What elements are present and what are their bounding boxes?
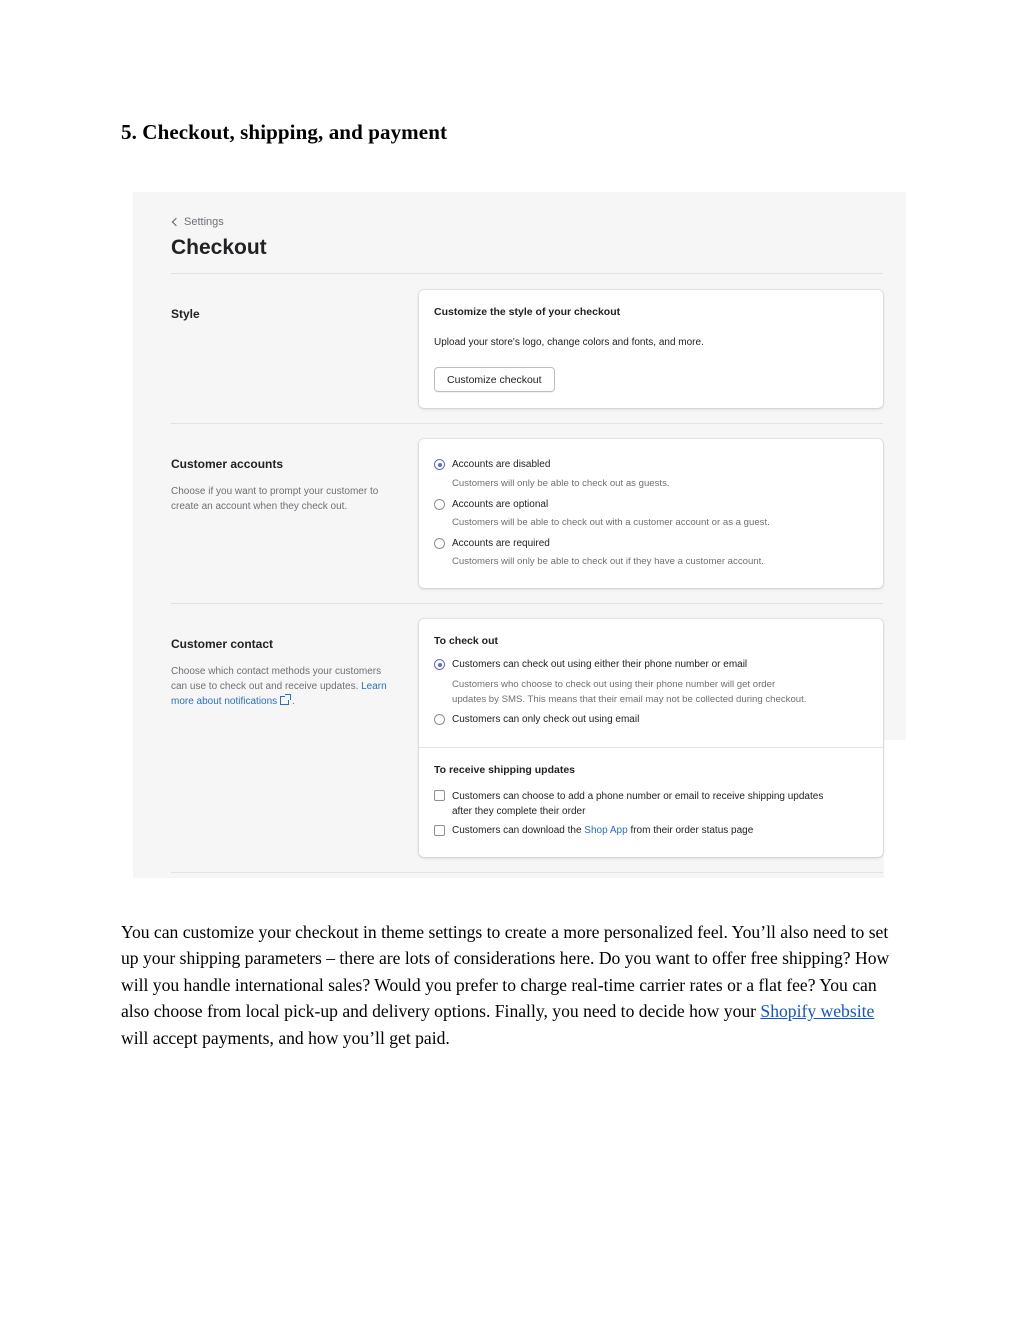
breadcrumb[interactable] bbox=[171, 216, 224, 228]
checkbox-label bbox=[452, 825, 753, 836]
radio-accounts-disabled[interactable] bbox=[434, 459, 550, 470]
section-title-customer-contact: Customer contact bbox=[171, 637, 274, 651]
divider bbox=[171, 603, 883, 604]
checkbox-icon[interactable] bbox=[434, 790, 445, 801]
section-description bbox=[171, 664, 396, 709]
radio-unselected-icon[interactable] bbox=[434, 499, 445, 510]
help-text: Customers will only be able to check out as guests. bbox=[452, 478, 670, 489]
radio-label: Customers can check out using either their phone number or email bbox=[452, 659, 748, 670]
label-text: from their order status page bbox=[627, 825, 754, 836]
shopify-website-link[interactable]: Shopify website bbox=[760, 1001, 875, 1022]
radio-label: Accounts are required bbox=[452, 538, 550, 549]
document-heading: 5. Checkout, shipping, and payment bbox=[121, 120, 448, 144]
radio-accounts-optional[interactable] bbox=[434, 499, 548, 510]
section-description: Choose if you want to prompt your customer to create an account when they check out. bbox=[171, 486, 379, 512]
radio-phone-or-email[interactable] bbox=[434, 659, 747, 670]
paragraph-text: will accept payments, and how you’ll get paid. bbox=[121, 1027, 450, 1048]
style-card bbox=[419, 290, 883, 408]
external-link-icon bbox=[280, 696, 289, 705]
breadcrumb-settings-link[interactable]: Settings bbox=[184, 216, 224, 228]
radio-selected-icon[interactable] bbox=[434, 659, 445, 670]
radio-label: Accounts are disabled bbox=[452, 459, 551, 470]
label-text: Customers can download the bbox=[452, 825, 585, 836]
help-text bbox=[452, 677, 877, 707]
link-text[interactable]: Learn more about notifications bbox=[171, 681, 387, 707]
paragraph-text: You can customize your checkout in theme settings to create a more personalized feel. You’ll also need to set up your shipping parameters – there are lots of considerations here. Do you want to offer free shipping? How will you handle international sales? Would you prefer to charge real-time carrier rates or a flat fee? You can also choose from local pick-up and delivery options. Finally, you need to decide how your bbox=[121, 922, 890, 1022]
checkbox-label bbox=[452, 789, 823, 819]
section-title-style: Style bbox=[171, 307, 200, 321]
radio-unselected-icon[interactable] bbox=[434, 714, 445, 725]
shop-app-link[interactable]: Shop App bbox=[584, 825, 628, 836]
page-title: Checkout bbox=[171, 236, 267, 259]
help-text: Customers will only be able to check out if they have a customer account. bbox=[452, 556, 764, 567]
radio-unselected-icon[interactable] bbox=[434, 538, 445, 549]
checkbox-label-line: after they complete their order bbox=[452, 806, 586, 817]
radio-accounts-required[interactable] bbox=[434, 538, 550, 549]
help-line: updates by SMS. This means that their email may not be collected during checkout. bbox=[452, 694, 807, 705]
checkbox-shipping-updates[interactable] bbox=[434, 789, 823, 819]
divider bbox=[171, 273, 883, 274]
card-text: Upload your store's logo, change colors and fonts, and more. bbox=[434, 337, 704, 348]
help-line: Customers who choose to check out using their phone number will get order bbox=[452, 679, 776, 690]
checkbox-icon[interactable] bbox=[434, 825, 445, 836]
radio-selected-icon[interactable] bbox=[434, 459, 445, 470]
radio-label: Customers can only check out using email bbox=[452, 714, 640, 725]
help-text: Customers will be able to check out with a customer account or as a guest. bbox=[452, 517, 770, 528]
chevron-left-icon bbox=[172, 218, 180, 226]
checkbox-label-line: Customers can choose to add a phone number or email to receive shipping updates bbox=[452, 791, 824, 802]
customer-accounts-card bbox=[419, 439, 883, 588]
customize-checkout-button[interactable]: Customize checkout bbox=[434, 367, 555, 392]
card-title: Customize the style of your checkout bbox=[434, 306, 621, 318]
customer-contact-card bbox=[419, 619, 883, 857]
description-text: Choose which contact methods your customers can use to check out and receive updates. bbox=[171, 666, 382, 692]
screenshot-edge bbox=[884, 740, 906, 878]
section-title-customer-accounts: Customer accounts bbox=[171, 457, 284, 471]
divider bbox=[171, 423, 883, 424]
radio-email-only[interactable] bbox=[434, 714, 639, 725]
description-end: . bbox=[291, 696, 295, 707]
card-title-to-check-out: To check out bbox=[434, 635, 498, 647]
checkout-settings-screenshot bbox=[133, 192, 906, 878]
radio-label: Accounts are optional bbox=[452, 499, 549, 510]
card-title-shipping-updates: To receive shipping updates bbox=[434, 764, 576, 776]
divider bbox=[171, 872, 883, 873]
body-paragraph bbox=[121, 919, 906, 1051]
checkbox-shop-app[interactable] bbox=[434, 825, 753, 836]
card-divider bbox=[419, 747, 883, 748]
